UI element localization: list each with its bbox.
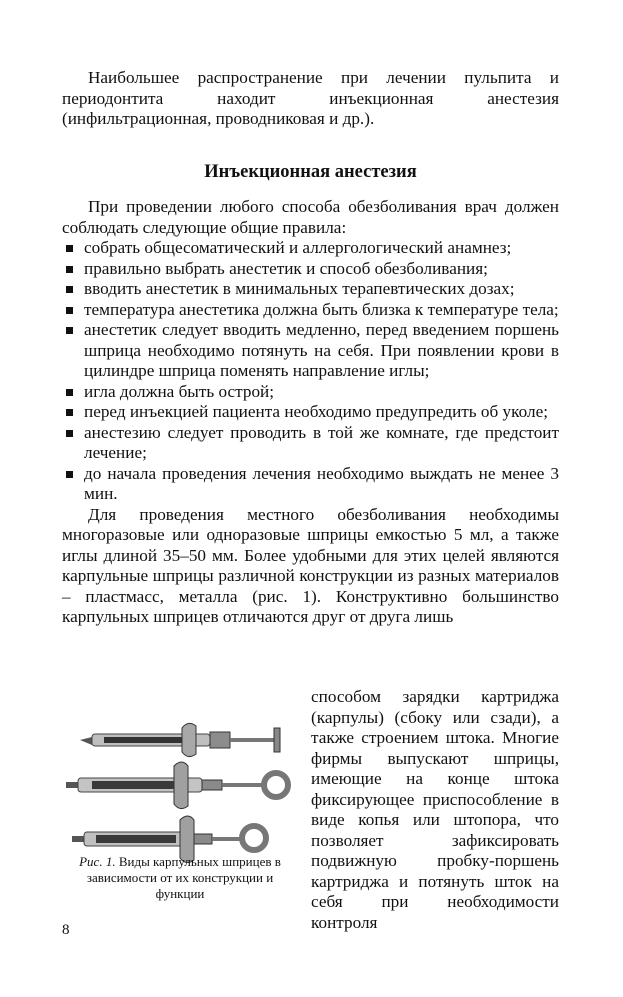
list-item: до начала проведения лечения необходимо выждать не менее 3 мин. xyxy=(62,464,559,505)
page-number: 8 xyxy=(62,922,70,938)
figure-caption xyxy=(62,854,298,902)
side-column-text: способом зарядки картриджа (карпулы) (сбоку или сзади), а также строением штока. Многие фирмы выпускают шприцы, имеющие на конце штока фиксирующее приспособление в виде копья или штопора, что позволяет зафиксировать подвижную пробку-поршень картриджа и потянуть шток на себя при необходимости контроля xyxy=(311,687,559,932)
section-heading: Инъекционная анестезия xyxy=(204,162,417,182)
intro-paragraph: Наибольшее распространение при лечении пульпита и периодонтита находит инъекционная анестезия (инфильтрационная, проводниковая и др.). xyxy=(62,68,559,128)
rules-list xyxy=(62,238,559,505)
rules-block xyxy=(62,197,559,628)
list-item: перед инъекцией пациента необходимо предупредить об уколе; xyxy=(62,402,559,423)
list-item: правильно выбрать анестетик и способ обезболивания; xyxy=(62,259,559,280)
list-item: вводить анестетик в минимальных терапевтических дозах; xyxy=(62,279,559,300)
figure-caption-text: Виды карпульных шприцев в зависимости от их конструкции и функции xyxy=(86,854,281,901)
syringe-paragraph: Для проведения местного обезболивания необходимы многоразовые или одноразовые шприцы емкостью 5 мл, а также иглы длиной 35–50 мм. Более удобными для этих целей являются карпульные шприцы различной конструкции из разных материалов – пластмасс, металла (рис. 1). Конструктивно большинство карпульных шприцев отличаются друг от друга лишь xyxy=(62,504,559,626)
list-item: анестезию следует проводить в той же комнате, где предстоит лечение; xyxy=(62,423,559,464)
list-item: игла должна быть острой; xyxy=(62,382,559,403)
list-item: анестетик следует вводить медленно, перед введением поршень шприца необходимо потянуть на себя. При появлении крови в цилиндре шприца поменять направление иглы; xyxy=(62,320,559,382)
syringe-image-2 xyxy=(66,762,288,809)
list-item: собрать общесоматический и аллергологический анамнез; xyxy=(62,238,559,259)
syringe-image-1 xyxy=(80,723,280,756)
list-item: температура анестетика должна быть близка к температуре тела; xyxy=(62,300,559,321)
figure-label: Рис. 1. xyxy=(79,854,116,869)
rules-intro: При проведении любого способа обезболивания врач должен соблюдать следующие общие правила: xyxy=(62,197,559,237)
